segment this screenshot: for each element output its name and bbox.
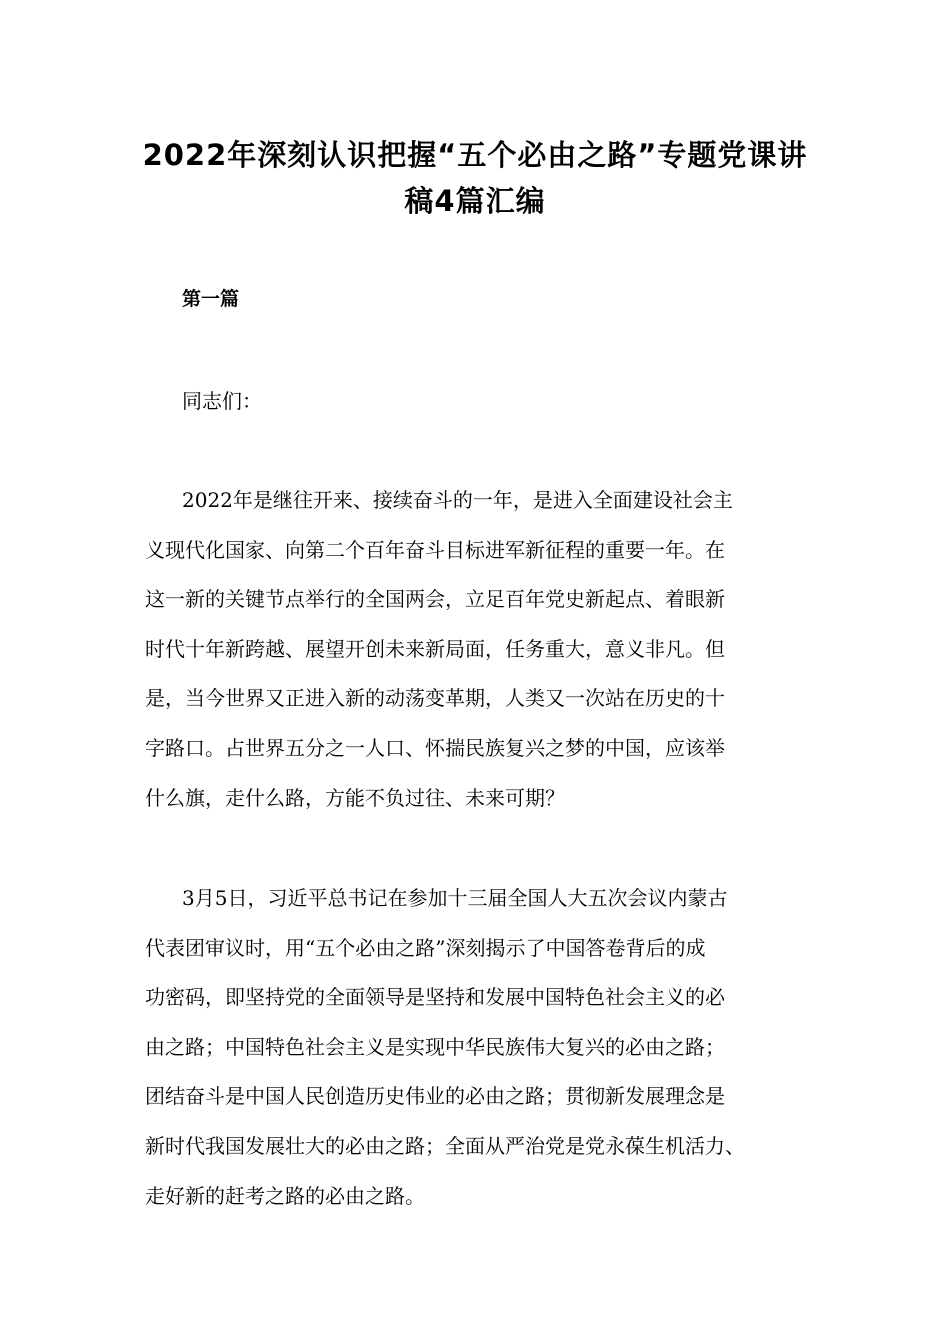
paragraph-line: 代表团审议时，用“五个必由之路”深刻揭示了中国答卷背后的成 — [145, 935, 706, 960]
paragraph-line: 字路口。占世界五分之一人口、怀揣民族复兴之梦的中国，应该举 — [145, 735, 725, 760]
paragraph-line: 由之路；中国特色社会主义是实现中华民族伟大复兴的必由之路； — [145, 1034, 725, 1059]
document-title-line-2: 稿4篇汇编 — [404, 184, 546, 218]
paragraph-2 — [145, 883, 825, 1230]
paragraph-line: 义现代化国家、向第二个百年奋斗目标进军新征程的重要一年。在 — [145, 537, 725, 562]
paragraph-line: 什么旗，走什么路，方能不负过往、未来可期？ — [145, 785, 565, 810]
paragraph-line: 功密码，即坚持党的全面领导是坚持和发展中国特色社会主义的必 — [145, 985, 725, 1010]
paragraph-line: 3月5日，习近平总书记在参加十三届全国人大五次会议内蒙古 — [182, 886, 728, 910]
paragraph-line: 新时代我国发展壮大的必由之路；全面从严治党是党永葆生机活力、 — [145, 1133, 745, 1158]
document-title-line-1: 2022年深刻认识把握“五个必由之路”专题党课讲 — [142, 138, 808, 172]
paragraph-line: 这一新的关键节点举行的全国两会，立足百年党史新起点、着眼新 — [145, 587, 725, 612]
paragraph-line: 时代十年新跨越、展望开创未来新局面，任务重大，意义非凡。但 — [145, 636, 725, 661]
paragraph-line: 走好新的赶考之路的必由之路。 — [145, 1183, 425, 1208]
salutation: 同志们： — [182, 389, 262, 413]
paragraph-line: 2022年是继往开来、接续奋斗的一年，是进入全面建设社会主 — [182, 488, 733, 512]
section-heading: 第一篇 — [182, 288, 240, 310]
paragraph-line: 是，当今世界又正进入新的动荡变革期，人类又一次站在历史的十 — [145, 686, 725, 711]
paragraph-1 — [145, 485, 825, 832]
paragraph-line: 团结奋斗是中国人民创造历史伟业的必由之路；贯彻新发展理念是 — [145, 1084, 725, 1109]
